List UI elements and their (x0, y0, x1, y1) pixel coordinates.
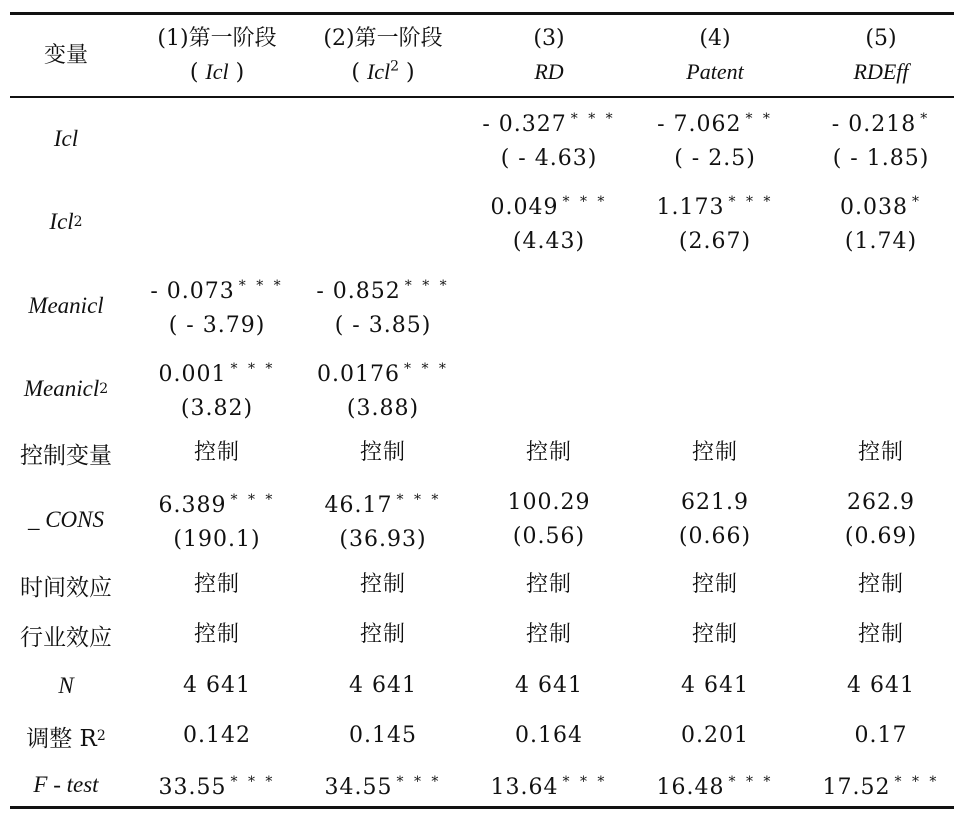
cell-industry-1: 控制 (193, 622, 240, 647)
header-col-1-line1: (1)第一阶段 (157, 25, 277, 51)
cell-r2-1: 0.142 (183, 723, 251, 748)
cell-cons-3: 100.29 (0.56) (507, 490, 591, 549)
cell-r2-3: 0.164 (515, 723, 583, 748)
cell-time-3: 控制 (525, 572, 572, 597)
header-col-2-line1: (2)第一阶段 (323, 25, 443, 51)
cell-meanicl-1: - 0.073 * * * ( - 3.79) (150, 278, 284, 338)
table-top-rule (10, 12, 954, 15)
row-label-r2: 调整 R 2 (26, 725, 106, 752)
table-header-rule (10, 96, 954, 98)
cell-time-1: 控制 (193, 572, 240, 597)
cell-controls-2: 控制 (359, 440, 406, 465)
cell-controls-5: 控制 (857, 440, 904, 465)
cell-controls-3: 控制 (525, 440, 572, 465)
cell-industry-4: 控制 (691, 622, 738, 647)
cell-n-2: 4 641 (349, 673, 417, 698)
cell-n-1: 4 641 (183, 673, 251, 698)
cell-industry-5: 控制 (857, 622, 904, 647)
cell-industry-3: 控制 (525, 622, 572, 647)
cell-meanicl2-1: 0.001 * * * (3.82) (158, 361, 276, 421)
cell-ftest-2: 34.55 * * * (324, 774, 442, 800)
cell-ftest-4: 16.48 * * * (656, 774, 774, 800)
cell-ftest-1: 33.55 * * * (158, 774, 276, 800)
header-col-3 (466, 20, 632, 90)
header-col-2-line2: ( Icl$^2$ ) (351, 58, 415, 85)
cell-icl-4: - 7.062 * * ( - 2.5) (657, 111, 773, 171)
header-variable-label: 变量 (43, 42, 88, 68)
cell-cons-4: 621.9 (0.66) (678, 490, 752, 549)
header-col-4-line2: Patent (686, 59, 744, 84)
cell-industry-2: 控制 (359, 622, 406, 647)
row-label-controls: 控制变量 (20, 442, 112, 469)
row-label-n: N (58, 673, 74, 698)
header-col-4 (632, 20, 798, 90)
cell-r2-5: 0.17 (854, 723, 908, 748)
cell-icl2-3: 0.049 * * * (4.43) (490, 194, 608, 254)
cell-meanicl-2: - 0.852 * * * ( - 3.85) (316, 278, 450, 338)
cell-time-5: 控制 (857, 572, 904, 597)
row-label-icl2: Icl 2 (49, 209, 83, 234)
header-col-1-line2: ( Icl ) (189, 58, 245, 85)
cell-icl-3: - 0.327 * * * ( - 4.63) (482, 111, 616, 171)
cell-n-4: 4 641 (681, 673, 749, 698)
header-col-5-line2: RDEff (853, 59, 909, 84)
cell-icl2-5: 0.038 * (1.74) (840, 194, 922, 254)
header-col-5 (798, 20, 964, 90)
row-label-icl: Icl (53, 126, 79, 151)
cell-n-3: 4 641 (515, 673, 583, 698)
cell-ftest-5: 17.52 * * * (822, 774, 940, 800)
header-col-2 (300, 20, 466, 90)
row-label-meanicl2: Meanicl 2 (23, 376, 109, 401)
row-label-ftest: F - test (33, 772, 99, 797)
header-col-1 (134, 20, 300, 90)
cell-controls-4: 控制 (691, 440, 738, 465)
row-label-time: 时间效应 (20, 574, 112, 601)
cell-cons-1: 6.389 * * * (190.1) (158, 492, 276, 552)
cell-cons-2: 46.17 * * * (36.93) (324, 492, 442, 552)
header-col-5-line1: (5) (865, 26, 897, 51)
row-label-meanicl: Meanicl (28, 293, 104, 318)
cell-n-5: 4 641 (847, 673, 915, 698)
header-col-3-line2: RD (534, 59, 564, 84)
header-variable (10, 20, 122, 90)
cell-meanicl2-2: 0.0176 * * * (3.88) (317, 361, 449, 421)
table-bottom-rule (10, 806, 954, 809)
header-col-3-line1: (3) (533, 26, 565, 51)
row-label-industry: 行业效应 (20, 624, 112, 651)
cell-r2-4: 0.201 (681, 723, 749, 748)
cell-time-2: 控制 (359, 572, 406, 597)
cell-icl-5: - 0.218 * ( - 1.85) (831, 111, 931, 171)
cell-cons-5: 262.9 (0.69) (844, 490, 918, 549)
cell-r2-2: 0.145 (349, 723, 417, 748)
cell-icl2-4: 1.173 * * * (2.67) (656, 194, 774, 254)
cell-controls-1: 控制 (193, 440, 240, 465)
cell-ftest-3: 13.64 * * * (490, 774, 608, 800)
header-col-4-line1: (4) (699, 26, 731, 51)
row-label-cons: _ CONS (27, 507, 105, 532)
cell-time-4: 控制 (691, 572, 738, 597)
